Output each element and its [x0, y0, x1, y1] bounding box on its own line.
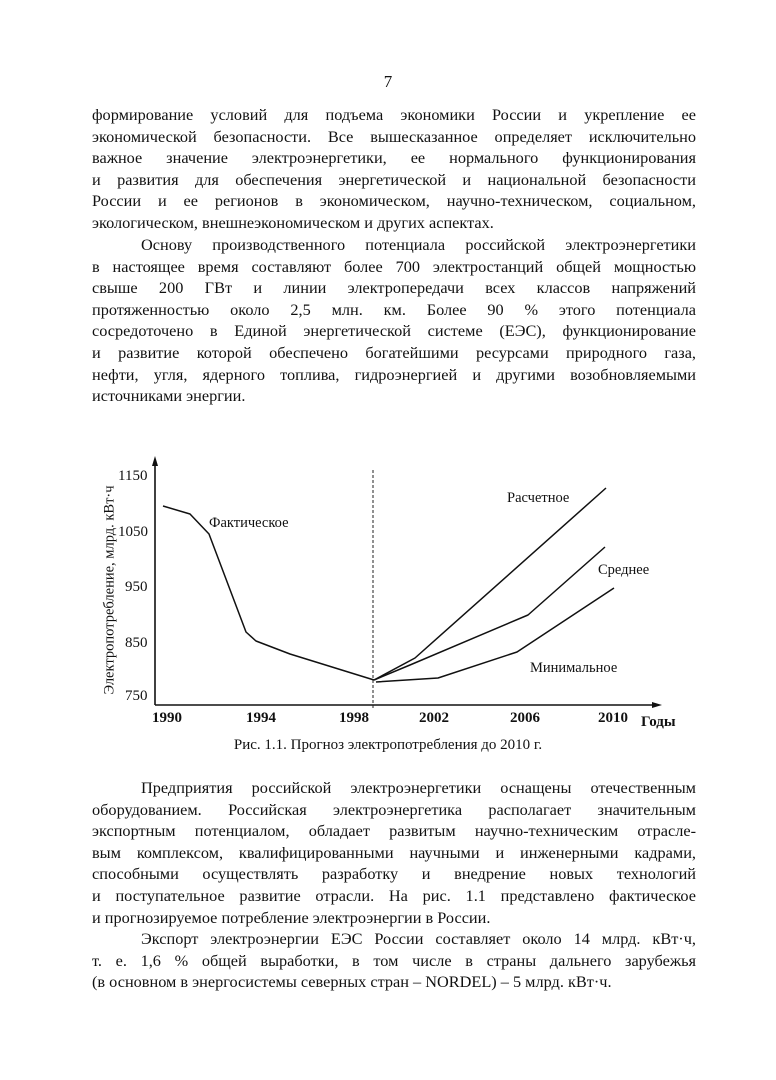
- text-line: в настоящее время составляют более 700 электростанций общей мощностью: [92, 256, 696, 276]
- series-actual: [163, 506, 374, 680]
- text-line: нефти, угля, ядерного топлива, гидроэнергией и другими возобновляемыми: [92, 364, 696, 384]
- x-tick: 1994: [246, 710, 276, 726]
- text-line: и развитие которой обеспечено богатейшими ресурсами природного газа,: [92, 342, 696, 362]
- text-line: России и ее регионов в экономическом, научно-техническом, социальном,: [92, 191, 696, 211]
- figure-caption: Рис. 1.1. Прогноз электропотребления до 2010 г.: [233, 737, 543, 753]
- x-axis-label: Годы: [641, 714, 676, 730]
- x-axis-arrow-icon: [652, 702, 662, 708]
- text-line: Основу производственного потенциала российской электроэнергетики: [141, 235, 696, 254]
- text-line: и поступательное развитие отрасли. На рис. 1.1 представлено фактическое: [92, 885, 696, 905]
- text-line: источниками энергии.: [92, 386, 246, 406]
- x-tick: 2006: [510, 710, 540, 726]
- label-average: Среднее: [598, 562, 650, 578]
- y-axis-label: Электропотребление, млрд. кВт·ч: [101, 485, 118, 695]
- text-line: сосредоточено в Единой энергетической системе (ЕЭС), функционирование: [92, 321, 696, 341]
- series-minimal: [376, 588, 614, 682]
- text-line: важное значение электроэнергетики, ее нормального функционирования: [92, 148, 696, 168]
- text-line: экологическом, внешнеэкономическом и других аспектах.: [92, 212, 494, 232]
- text-line: вым комплексом, квалифицированными научными и инженерными кадрами,: [92, 842, 696, 862]
- text-line: экономической безопасности. Все вышесказанное определяет исключительно: [92, 126, 696, 146]
- y-tick: 950: [125, 579, 148, 595]
- y-tick: 1050: [118, 524, 148, 540]
- x-tick: 1998: [339, 710, 369, 726]
- y-tick: 750: [125, 688, 148, 704]
- y-tick: 1150: [118, 468, 148, 484]
- text-line: и прогнозируемое потребление электроэнергии в России.: [92, 907, 491, 927]
- text-line: Предприятия российской электроэнергетики оснащены отечественным: [141, 778, 696, 797]
- text-line: и развития для обеспечения энергетической и национальной безопасности: [92, 169, 696, 189]
- chart-axes: [155, 462, 655, 705]
- label-minimal: Минимальное: [530, 660, 618, 676]
- series-average: [374, 547, 605, 680]
- page-number: 7: [383, 72, 393, 91]
- text-line: Экспорт электроэнергии ЕЭС России составляет около 14 млрд. кВт·ч,: [141, 929, 696, 948]
- y-tick: 850: [125, 635, 148, 651]
- text-line: оборудованием. Российская электроэнергетика располагает значительным: [92, 799, 696, 819]
- label-actual: Фактическое: [209, 515, 289, 531]
- text-line: (в основном в энергосистемы северных стран – NORDEL) – 5 млрд. кВт·ч.: [92, 972, 612, 992]
- series-calculated: [374, 488, 606, 680]
- x-tick: 2010: [598, 710, 628, 726]
- paragraph-3: [92, 777, 696, 928]
- x-tick: 2002: [419, 710, 449, 726]
- text-line: т. е. 1,6 % общей выработки, в том числе в страны дальнего зарубежья: [92, 950, 696, 970]
- paragraph-4: [92, 928, 696, 993]
- y-axis-arrow-icon: [152, 456, 158, 466]
- label-calculated: Расчетное: [507, 490, 570, 506]
- text-line: протяженностью около 2,5 млн. км. Более 90 % этого потенциала: [92, 299, 696, 319]
- text-line: экспортным потенциалом, обладает развитым научно-техническим отрасле-: [92, 821, 696, 841]
- paragraph-1: [92, 104, 696, 234]
- paragraph-2: [92, 234, 696, 407]
- x-tick: 1990: [152, 710, 182, 726]
- text-line: свыше 200 ГВт и линии электропередачи всех классов напряжений: [92, 278, 696, 298]
- text-line: формирование условий для подъема экономики России и укрепление ее: [92, 105, 696, 124]
- text-line: способными осуществлять разработку и внедрение новых технологий: [92, 864, 696, 884]
